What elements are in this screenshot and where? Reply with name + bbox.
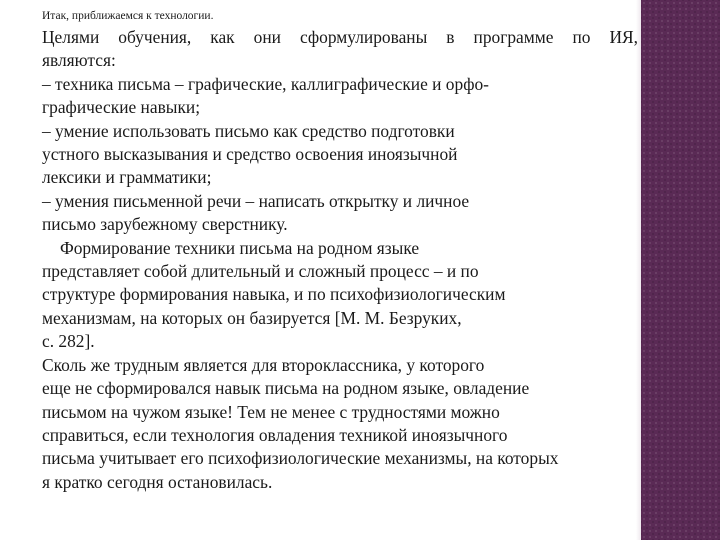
text-line: графические навыки; [42,97,201,118]
text-line: еще не сформировался навык письма на родном языке, овладение [42,378,530,399]
text-line: письмом на чужом языке! Тем не менее с трудностями можно [42,401,500,422]
decorative-side-band [641,0,720,540]
text-line: представляет собой длительный и сложный процесс – и по [42,261,479,282]
text-line: структуре формирования навыка, и по психофизиологическим [42,284,506,305]
text-line: Формирование техники письма на родном языке [60,237,420,258]
text-line: – умения письменной речи – написать открытку и личное [42,190,470,211]
text-line: письмо зарубежному сверстнику. [42,214,288,235]
text-line: письма учитывает его психофизиологические механизмы, на которых [42,448,559,469]
text-line: с. 282]. [42,331,95,352]
slide-text-body [42,8,638,494]
text-line: справиться, если технология овладения техникой иноязычного [42,424,508,445]
text-line: Целями обучения, как они сформулированы в программе по ИЯ, [42,27,638,47]
text-line: – техника письма – графические, каллиграфические и орфо- [42,73,489,94]
text-line: лексики и грамматики; [42,167,212,188]
text-line: – умение использовать письмо как средство подготовки [42,120,455,141]
text-line: являются: [42,50,116,71]
text-line: устного высказывания и средство освоения иноязычной [42,144,458,165]
text-line: механизмам, на которых он базируется [М. М. Безруких, [42,307,462,328]
text-line: я кратко сегодня остановилась. [42,471,273,492]
intro-line: Итак, приближаемся к технологии. [42,10,214,22]
text-line: Сколь же трудным является для второклассника, у которого [42,354,485,375]
